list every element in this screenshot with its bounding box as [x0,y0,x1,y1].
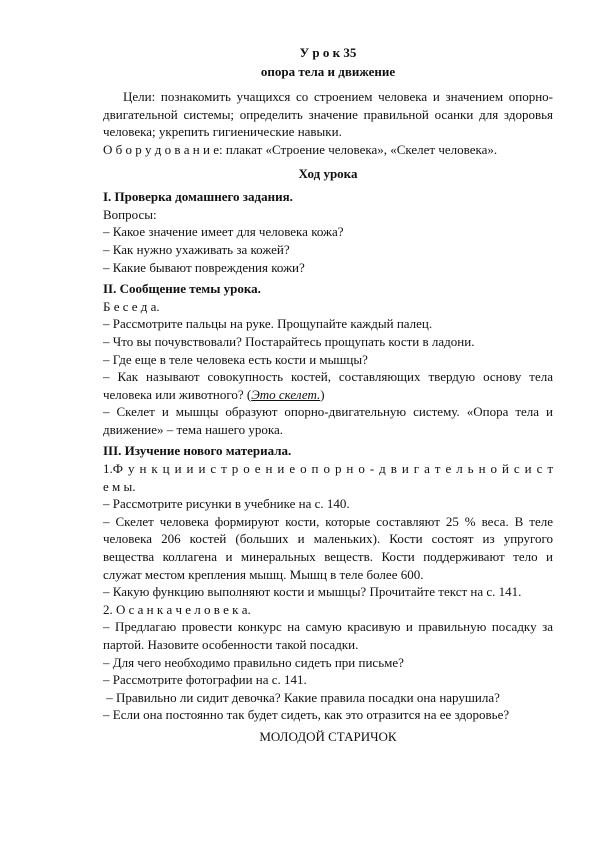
section-2-line-5: – Скелет и мышцы образуют опорно-двигательную систему. «Опора тела и движение» – тема нашего урока. [103,404,553,437]
equipment-paragraph [103,141,553,159]
question-2: – Как нужно ухаживать за кожей? [103,241,290,257]
skeleton-answer: Это скелет. [251,386,321,402]
section-2-line-3: – Где еще в теле человека есть кости и мышцы? [103,351,368,367]
document-page [103,44,553,746]
question-3: – Какие бывают повреждения кожи? [103,259,305,275]
section-3-line-4: – Предлагаю провести конкурс на самую красивую и правильную посадку за партой. Назовите особенности такой посадки. [103,619,553,652]
final-heading: МОЛОДОЙ СТАРИЧОК [259,728,397,744]
section-3-line-6: – Рассмотрите фотографии на с. 141. [103,672,307,688]
skeleton-close: ) [320,386,325,402]
goals-label: Цели: [123,89,156,105]
section-1-heading: I. Проверка домашнего задания. [103,189,293,205]
skeleton-question: – Как называют совокупность костей, составляющих твердую основу тела человека или животного? ( [103,369,553,402]
subsection-1-line-1: Ф у н к ц и и и с т р о е н и е о п о р н о - д в и г а т е л ь н о й с и с т [112,461,553,477]
equipment-text: плакат «Строение человека», «Скелет человека». [222,141,498,157]
lesson-subtitle: опора тела и движение [260,63,396,79]
course-heading: Ход урока [298,165,358,181]
goals-text: познакомить учащихся со строением человека и значением опорно-двигательной системы; определить значение правильной осанки для здоровья человека; укрепить гигиенические навыки. [103,89,553,140]
section-2-line-2: – Что вы почувствовали? Постарайтесь прощупать кости в ладони. [103,333,475,349]
section-3-line-1: – Рассмотрите рисунки в учебнике на с. 140. [103,496,350,512]
talk-label: Б е с е д а. [103,298,160,314]
section-3-line-2: – Скелет человека формируют кости, которые составляют 25 % веса. В теле человека 206 костей (больших и маленьких). Кости состоят из упругого вещества коллагена и минеральных веществ. Кости поддерживают тело и служат местом крепления мышц. Мышц в теле более 600. [103,513,553,582]
subsection-1-number: 1. [103,461,113,477]
equipment-label: О б о р у д о в а н и е: [103,141,223,157]
section-3-line-3: – Какую функцию выполняют кости и мышцы? Прочитайте текст на с. 141. [103,584,522,600]
section-2-line-4 [103,368,553,403]
section-2-line-1: – Рассмотрите пальцы на руке. Прощупайте каждый палец. [103,316,433,332]
section-3-line-5: – Для чего необходимо правильно сидеть при письме? [103,654,404,670]
subsection-1-title [103,460,553,478]
subsection-1-title-end: е м ы. [103,478,136,494]
section-3-line-8: – Если она постоянно так будет сидеть, как это отразится на ее здоровье? [103,707,510,723]
section-3-heading: III. Изучение нового материала. [103,443,292,459]
goals-paragraph [103,88,553,141]
lesson-title: У р о к 35 [299,45,357,60]
section-3-line-7: – Правильно ли сидит девочка? Какие правила посадки она нарушила? [103,689,500,705]
question-1: – Какое значение имеет для человека кожа? [103,224,344,240]
questions-label: Вопросы: [103,206,157,222]
subsection-2-title: 2. О с а н к а ч е л о в е к а. [103,601,251,617]
section-2-heading: II. Сообщение темы урока. [103,281,261,297]
